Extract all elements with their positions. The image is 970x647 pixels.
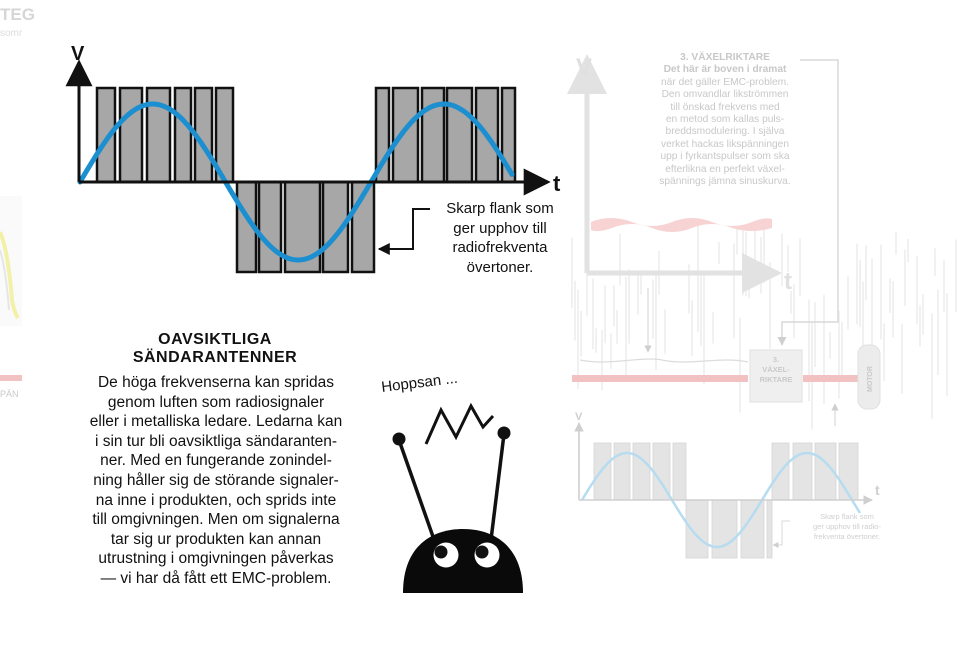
faded-note-line: Skarp flank som (820, 512, 874, 521)
faded-desc-lead: Det här är boven i dramat (663, 64, 787, 76)
annotation-line: övertoner. (466, 258, 534, 276)
antenna-tip-left (393, 433, 406, 446)
faded-box-line-2: VÄXEL- (762, 365, 790, 374)
sharp-edge-annotation (430, 199, 570, 277)
faded-bottom-y-label: V (575, 411, 583, 423)
antenna-right (490, 434, 504, 548)
body-line: tar sig ur produkten kan annan (110, 530, 322, 548)
faded-bar-negative (712, 500, 737, 558)
bug-character (380, 370, 523, 593)
faded-bar-positive (594, 443, 611, 500)
body-line: genom luften som radiosignaler (107, 393, 325, 411)
left-page-fragment (0, 5, 35, 399)
faded-note-line: frekventa övertoner. (813, 532, 881, 541)
annotation-line: radiofrekventa (452, 239, 548, 256)
faded-desc-line: när det gäller EMC-problem. (661, 76, 789, 88)
faded-bar-positive (839, 443, 858, 500)
faded-inverter-description (632, 52, 818, 188)
faded-bar-positive (793, 443, 812, 500)
faded-bar-positive (614, 443, 630, 500)
heading-line-2: SÄNDARANTENNER (132, 349, 298, 366)
annotation-line: Skarp flank som (446, 200, 554, 217)
annotation-leader-line (379, 209, 430, 249)
body-line: i sin tur bli oavsiktliga sändaranten- (94, 432, 338, 450)
faded-bar-negative (767, 500, 772, 558)
faded-pink-dc-band (591, 218, 772, 232)
antenna-tip-right (498, 427, 511, 440)
faded-bar-positive (673, 443, 686, 500)
faded-desc-line: spännings jämna sinuskurva. (659, 176, 791, 188)
pwm-bar-negative (259, 182, 281, 272)
body-line: utrustning i omgivningen påverkas (98, 550, 334, 568)
bug-exclamation: Hoppsan ... (380, 369, 459, 396)
faded-box-line-1: 3. (772, 355, 780, 364)
faded-desc-line: upp i fyrkantspulser som ska (660, 151, 790, 163)
body-line: till omgivningen. Men om signalerna (92, 511, 340, 529)
y-axis-label: V (71, 43, 85, 65)
x-axis-label: t (553, 171, 561, 196)
oavsiktliga-heading (60, 331, 370, 367)
faded-signal-squiggle (580, 359, 748, 362)
body-line: — vi har då fått ett EMC-problem. (100, 569, 332, 587)
pwm-bar-positive (447, 88, 472, 182)
faded-note-leader (773, 521, 790, 545)
faded-desc-line: Den omvandlar likströmmen (661, 89, 789, 101)
body-line: na inne i produkten, och sprids inte (95, 491, 337, 509)
bug-pupil-left (435, 546, 448, 559)
bug-body (403, 529, 523, 593)
faded-bottom-x-label: t (875, 482, 880, 498)
spark-zigzag (426, 406, 493, 444)
faded-desc-line: till önskad frekvens med (670, 101, 780, 113)
faded-motor-label: MOTOR (867, 366, 874, 392)
faded-pink-wire-right (803, 375, 858, 382)
pwm-bar-positive (393, 88, 418, 182)
fragment-pink-band (0, 375, 22, 381)
fragment-bottom-text: PÄN (0, 389, 19, 399)
heading-line-1: OAVSIKTLIGA (158, 331, 272, 348)
faded-desc-line: breddsmodulering. I själva (665, 126, 785, 138)
body-line: De höga frekvenserna kan spridas (97, 374, 335, 391)
faded-pink-wire-left (572, 375, 748, 382)
faded-desc-title: 3. VÄXELRIKTARE (680, 52, 770, 63)
faded-desc-line: verket hackas likspänningen (661, 138, 789, 150)
body-line: eller i metalliska ledare. Ledarna kan (89, 413, 343, 431)
faded-desc-line: efterlikna en perfekt växel- (665, 163, 785, 175)
faded-desc-line: en metod som kallas puls- (665, 114, 785, 126)
faded-box-line-3: RIKTARE (759, 375, 793, 384)
fragment-top-subtext: somr (0, 28, 23, 39)
faded-sharp-edge-note (792, 512, 902, 542)
faded-top-x-label: t (784, 268, 792, 295)
body-line: ning håller sig de störande signaler- (93, 471, 339, 489)
annotation-line: ger upphov till (453, 219, 547, 237)
oavsiktliga-body (66, 373, 366, 589)
fragment-top-text: TEG (0, 5, 35, 24)
antenna-left (399, 440, 437, 548)
pwm-bar-positive (120, 88, 142, 182)
faded-note-line: ger upphov till radio- (813, 522, 881, 531)
faded-bar-negative (686, 500, 708, 558)
pwm-bar-positive (175, 88, 191, 182)
faded-top-y-label: V (576, 54, 593, 81)
bug-pupil-right (476, 546, 489, 559)
body-line: ner. Med en fungerande zonindel- (100, 452, 332, 470)
faded-bar-positive (633, 443, 650, 500)
